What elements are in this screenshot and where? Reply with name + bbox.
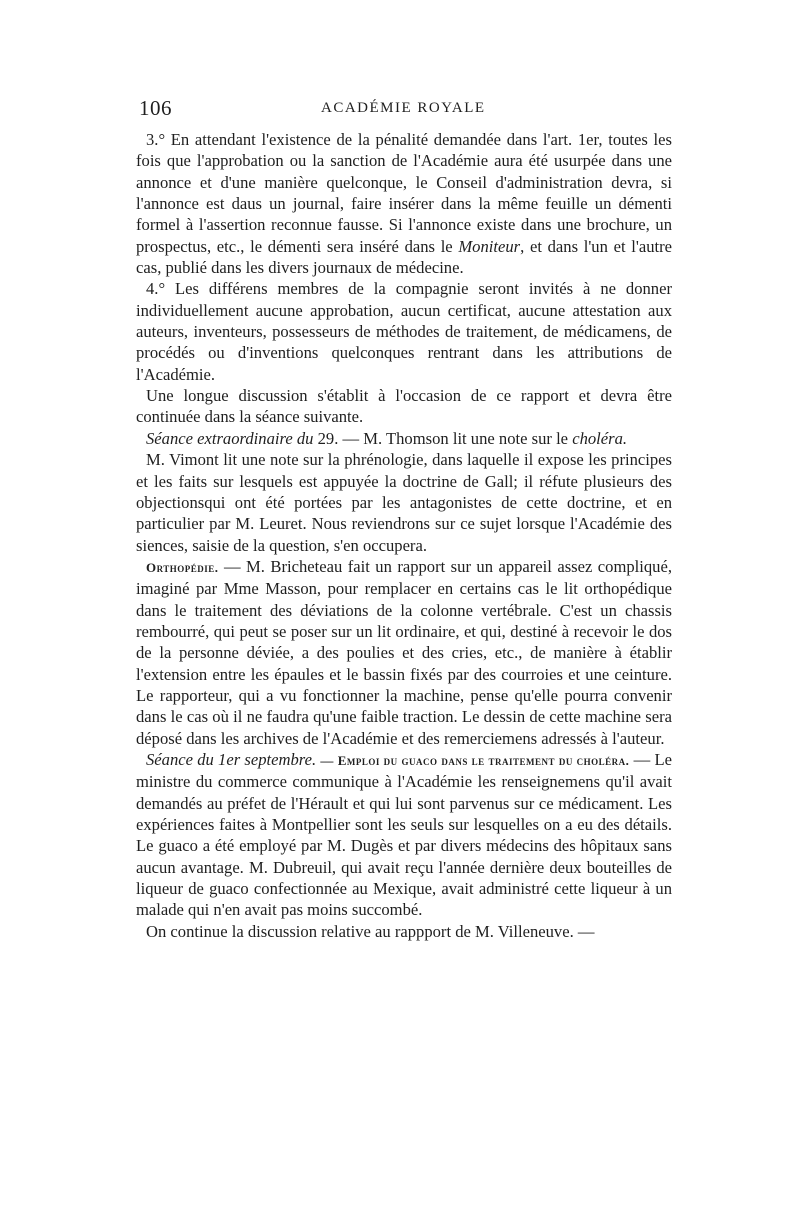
paragraph-villeneuve: On continue la discussion relative au rappport de M. Villeneuve. — bbox=[146, 921, 595, 941]
section-heading-orthopedie: Orthopédie. bbox=[146, 559, 219, 575]
page-header bbox=[133, 96, 673, 122]
paragraph-3 bbox=[136, 129, 672, 278]
seance-heading: Séance du 1er septembre. bbox=[146, 749, 317, 769]
paragraph-text: , et dans l'un et l'autre cas, publié dans les divers journaux de médecine. bbox=[136, 236, 672, 278]
paragraph-text: — Le ministre du commerce communique à l'Académie les renseignemens qu'il avait demandés au préfet de l'Hérault et qui lui sont parvenus sur ce médicament. Les expériences faites à Montpellier sont les seuls sur lesquelles on a eu des détails. Le guaco a été employé par M. Dugès et par divers médecins des hôpitaux sans aucun avantage. M. Dubreuil, qui avait reçu l'année dernière deux bouteilles de liqueur de guaco confectionnée au Mexique, avait administré cette liqueur à un malade qui n'en avait pas moins succombé. bbox=[136, 749, 672, 920]
paragraph-text: 3.° En attendant l'existence de la pénalité demandée dans l'art. 1er, toutes les fois que l'approbation ou la sanction de l'Académie aura été usurpée dans une annonce et d'une manière quelconque, le Conseil d'administration devra, si l'annonce est daus un journal, faire insérer dans la même feuille un démenti formel à l'assertion reconnue fausse. Si l'annonce existe dans une brochure, un prospectus, etc., le démenti sera inséré dans le bbox=[136, 130, 672, 256]
moniteur-title: Moniteur bbox=[458, 236, 521, 256]
page-number: 106 bbox=[139, 96, 172, 120]
paragraph-text: — M. Bricheteau fait un rapport sur un appareil assez compliqué, imaginé par Mme Masson, pour remplacer en certains cas le lit orthopédique dans le traitement des déviations de la colonne vertébrale. C'est un chassis rembourré, qui peut se poser sur un lit ordinaire, et qui, destiné à recevoir le dos de la personne déviée, a des poulies et des cries, etc., de manière à établir l'extension entre les épaules et le bassin fixés par des courroies et une ceinture. Le rapporteur, qui a vu fonctionner la machine, pense qu'elle pourra convenir dans le cas où il ne faudra qu'une faible traction. Le dessin de cette machine sera déposé dans les archives de l'Académie et des remerciemens adressés à l'auteur. bbox=[136, 556, 672, 748]
paragraph-orthopedie bbox=[136, 556, 672, 749]
page-body bbox=[136, 129, 672, 942]
paragraph-discussion: Une longue discussion s'établit à l'occasion de ce rapport et devra être continuée dans la séance suivante. bbox=[136, 386, 672, 427]
paragraph-seance-septembre bbox=[136, 749, 672, 921]
seance-date: 29. bbox=[317, 428, 339, 448]
paragraph-4: 4.° Les différens membres de la compagnie seront invités à ne donner individuellement aucune approbation, aucun certificat, aucune attestation aux auteurs, inventeurs, possesseurs de méthodes de traitement, de médicamens, de procédés ou d'inventions quelconques rentrant dans les attributions de l'Académie. bbox=[136, 279, 672, 384]
paragraph-text: — M. Thomson lit une note sur le bbox=[342, 428, 569, 448]
paragraph-seance-29 bbox=[136, 428, 672, 449]
seance-heading: Séance extraordinaire du bbox=[146, 428, 314, 448]
paragraph-vimont: M. Vimont lit une note sur la phrénologie, dans laquelle il expose les principes et les faits sur lesquels est appuyée la doctrine de Gall; il réfute plusieurs des objectionsqui ont été portées par les antagonistes de cette doctrine, et en particulier par M. Leuret. Nous reviendrons sur ce sujet lorsque l'Académie des siences, saisie de la question, s'en occupera. bbox=[136, 450, 672, 555]
section-heading-guaco: — Emploi du guaco dans le traitement du choléra. bbox=[320, 752, 630, 768]
cholera-word: choléra. bbox=[572, 428, 628, 448]
running-head: ACADÉMIE ROYALE bbox=[321, 100, 486, 116]
